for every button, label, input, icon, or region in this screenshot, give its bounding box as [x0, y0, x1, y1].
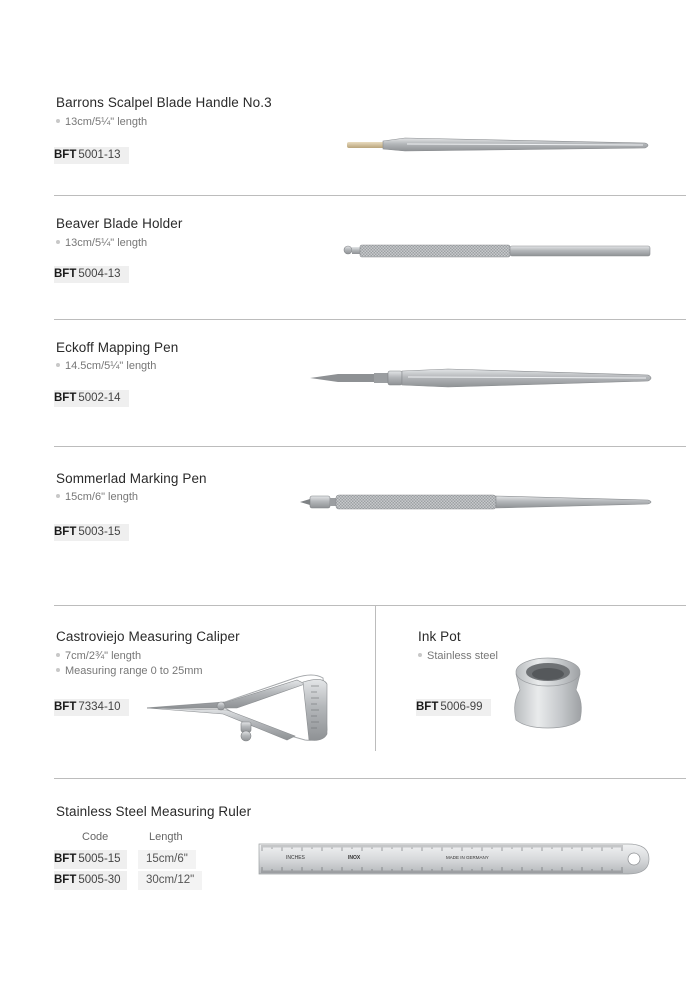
ruler-section-title: Stainless Steel Measuring Ruler — [56, 804, 252, 819]
product-title: Barrons Scalpel Blade Handle No.3 — [56, 95, 272, 110]
code-prefix: BFT — [54, 392, 77, 404]
product-title: Beaver Blade Holder — [56, 216, 183, 231]
table-row-code — [54, 871, 127, 890]
table-row-code — [54, 850, 127, 869]
code-number: 5006-99 — [440, 701, 483, 713]
marking-pen-image — [298, 490, 656, 514]
code-prefix: BFT — [54, 853, 77, 865]
code-prefix: BFT — [54, 268, 77, 280]
section-divider — [54, 446, 686, 447]
table-row-length: 30cm/12" — [138, 871, 202, 890]
code-prefix: BFT — [54, 526, 77, 538]
section-divider — [54, 605, 686, 606]
product-spec: 15cm/6" length — [56, 491, 138, 503]
product-code — [416, 699, 491, 716]
code-number: 7334-10 — [78, 701, 121, 713]
ruler-image — [258, 842, 650, 876]
product-spec: 13cm/5¼" length — [56, 237, 147, 249]
table-row-length: 15cm/6" — [138, 850, 196, 869]
product-code — [54, 524, 129, 541]
code-prefix: BFT — [54, 874, 77, 886]
product-code — [54, 147, 129, 164]
ruler-inches-label: INCHES — [286, 855, 305, 861]
product-spec: 7cm/2¾" length — [56, 650, 141, 662]
mapping-pen-image — [308, 365, 656, 391]
section-divider — [54, 319, 686, 320]
product-spec: 14.5cm/5¼" length — [56, 360, 156, 372]
product-code — [54, 266, 129, 283]
product-spec: Stainless steel — [418, 650, 498, 662]
ruler-made-in-label: MADE IN GERMANY — [446, 855, 489, 860]
caliper-image — [145, 670, 335, 748]
scalpel-handle-image — [345, 133, 655, 157]
blade-holder-image — [342, 240, 654, 262]
code-prefix: BFT — [54, 149, 77, 161]
code-number: 5005-30 — [78, 874, 121, 886]
product-code — [54, 390, 129, 407]
code-number: 5002-14 — [78, 392, 121, 404]
code-number: 5004-13 — [78, 268, 121, 280]
product-spec: Measuring range 0 to 25mm — [56, 665, 203, 677]
section-divider — [54, 778, 686, 779]
ink-pot-image — [510, 650, 586, 730]
code-number: 5001-13 — [78, 149, 121, 161]
ruler-brand-label: INOX — [348, 855, 361, 861]
product-title: Castroviejo Measuring Caliper — [56, 629, 240, 644]
code-number: 5005-15 — [78, 853, 121, 865]
code-prefix: BFT — [416, 701, 439, 713]
product-spec: 13cm/5¼" length — [56, 116, 147, 128]
product-title: Sommerlad Marking Pen — [56, 471, 207, 486]
product-code — [54, 699, 129, 716]
product-title: Ink Pot — [418, 629, 461, 644]
column-divider — [375, 606, 376, 751]
section-divider — [54, 195, 686, 196]
code-prefix: BFT — [54, 701, 77, 713]
product-title: Eckoff Mapping Pen — [56, 340, 179, 355]
length-column-header: Length — [149, 831, 183, 843]
code-column-header: Code — [82, 831, 109, 843]
code-number: 5003-15 — [78, 526, 121, 538]
